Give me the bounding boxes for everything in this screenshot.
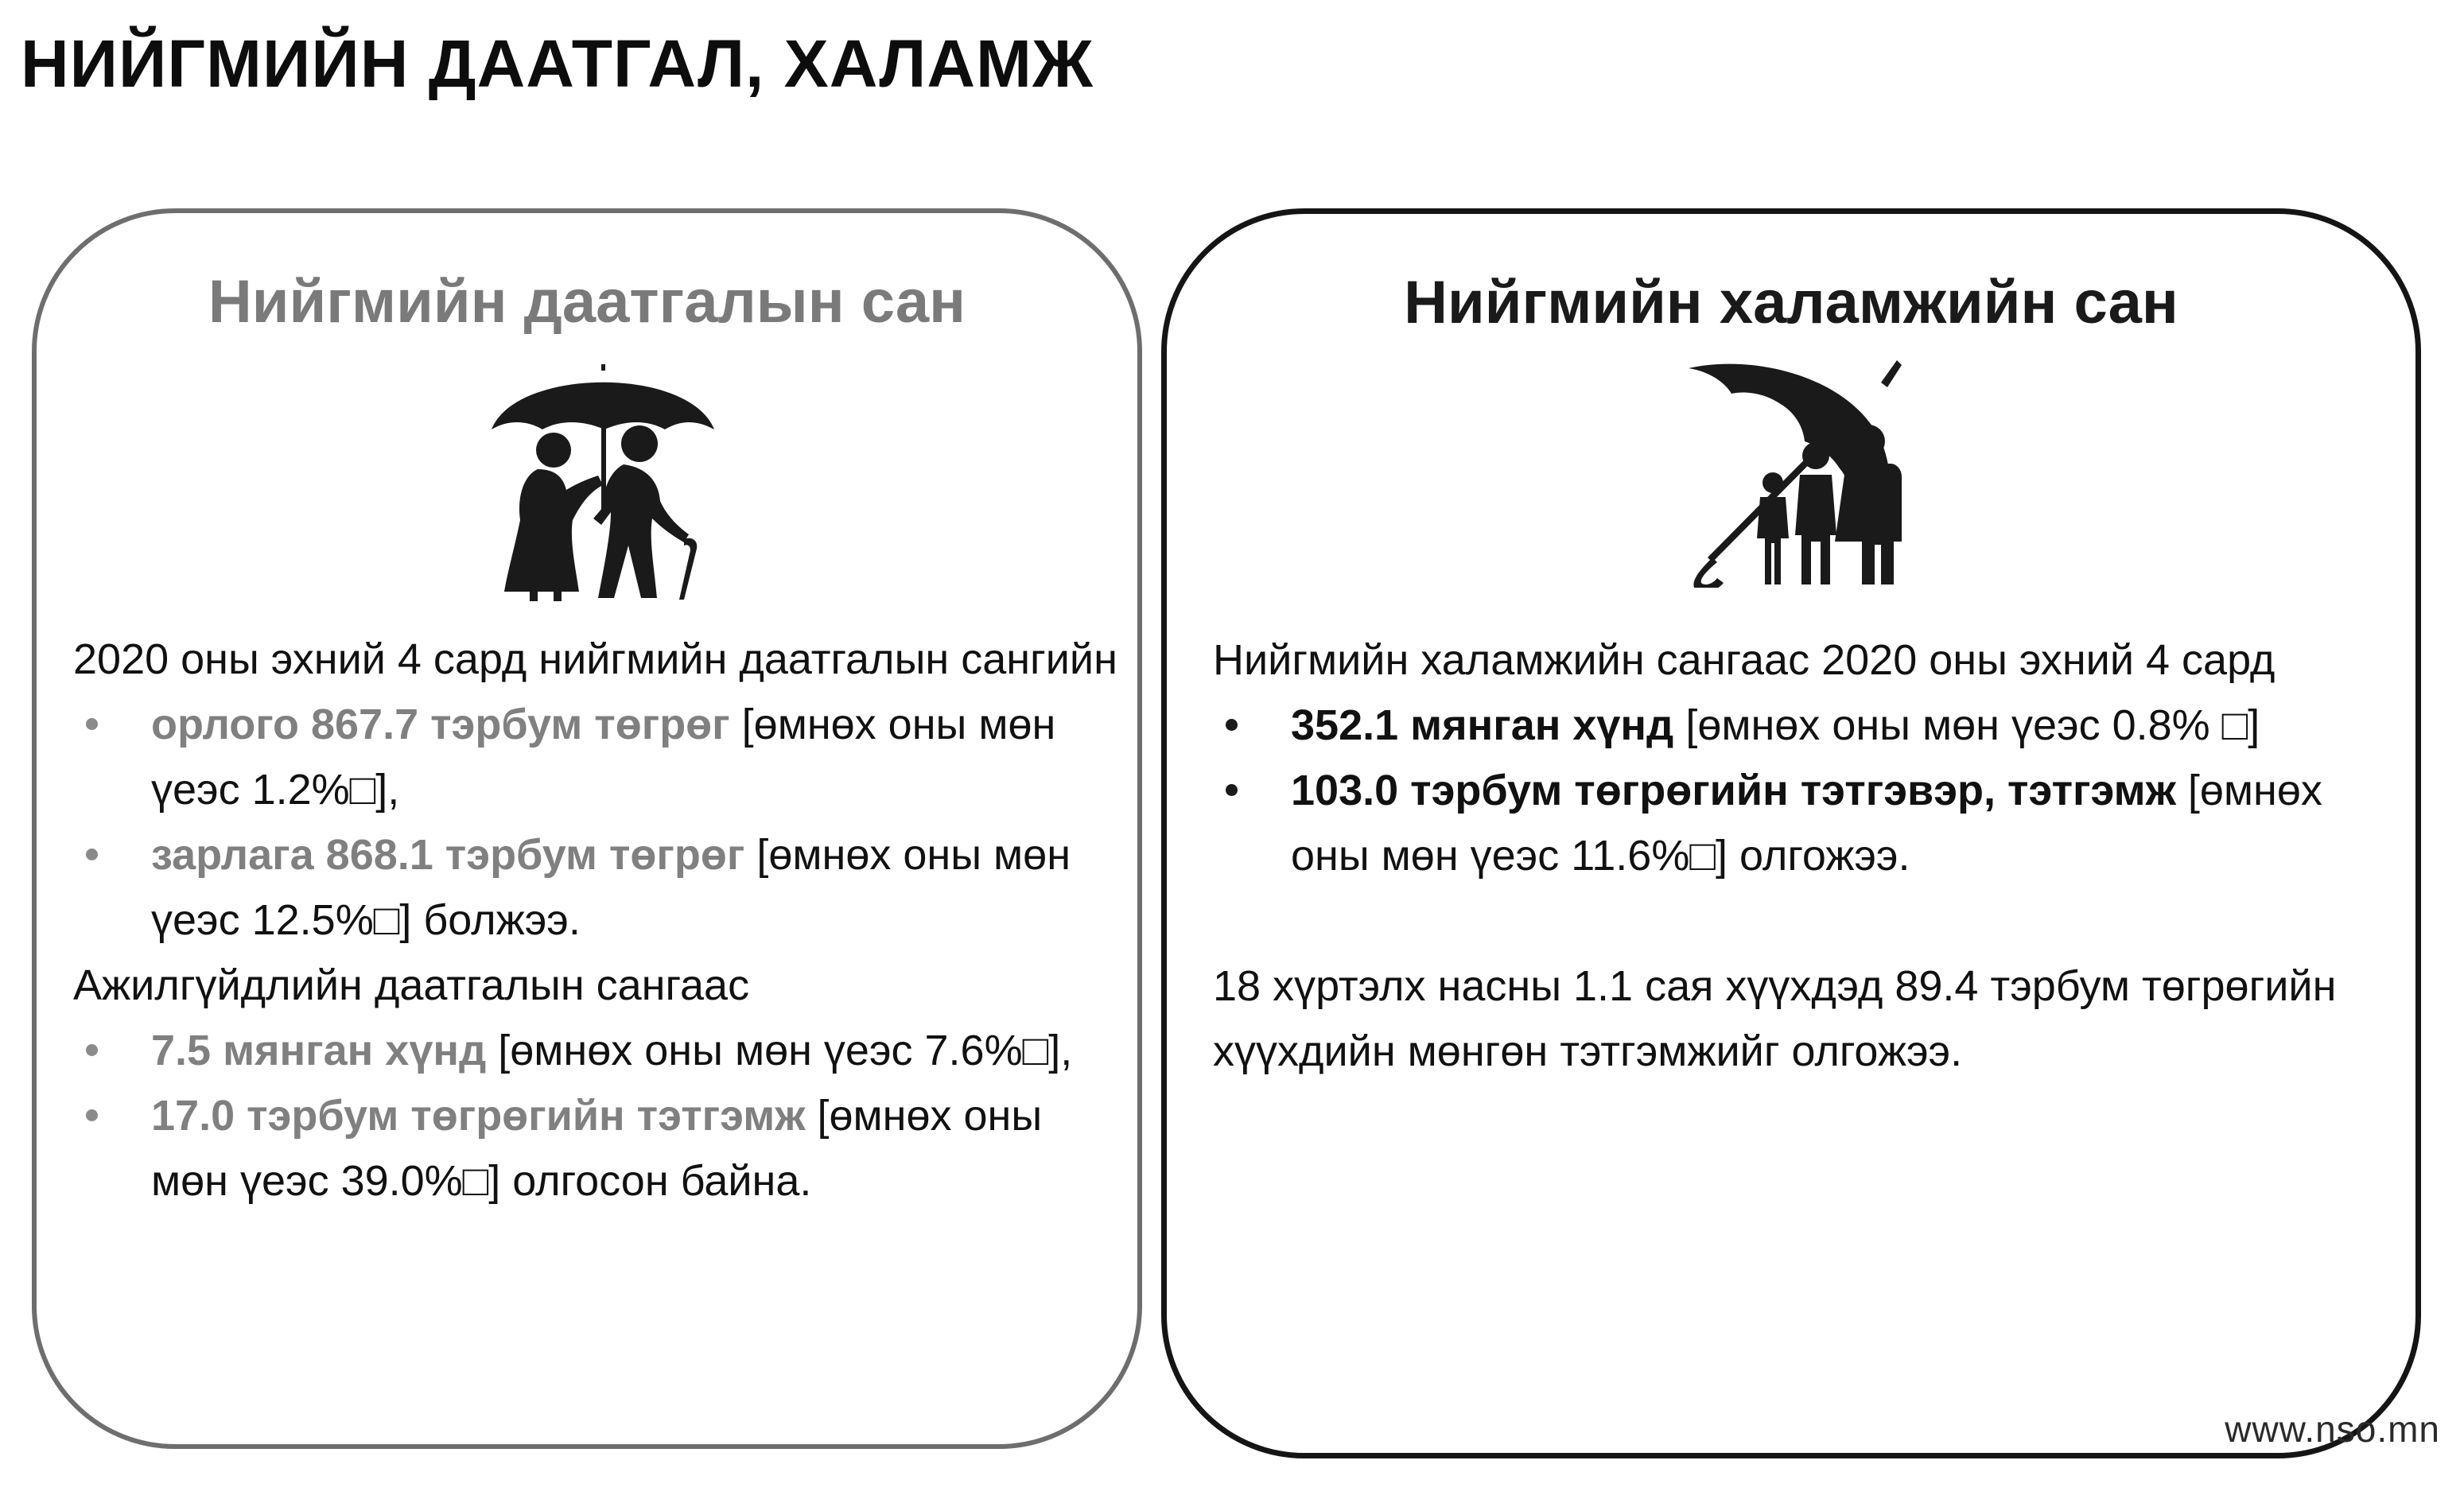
unemployment-bullet-list (73, 1018, 1131, 1214)
subheading: Ажилгүйдлийн даатгалын сангаас (73, 961, 750, 1009)
list-item (73, 692, 1131, 822)
family-umbrella-icon (1684, 357, 1930, 588)
child-allowance-text: 18 хүртэлх насны 1.1 сая хүүхдэд 89.4 тэрбум төгрөгийн хүүхдийн мөнгөн тэтгэмжийг олгожээ. (1213, 962, 2337, 1075)
bullet-highlight: зарлага 868.1 тэрбум төгрөг (151, 831, 745, 879)
spacer (1213, 888, 2374, 953)
bullet-highlight: 103.0 тэрбум төгрөгийн тэтгэвэр, тэтгэмж (1291, 767, 2176, 814)
list-item (73, 1018, 1131, 1083)
bullet-text: [өмнөх оны мөн үеэс 1.2%□], (151, 701, 1056, 814)
intro-text: 2020 оны эхний 4 сард нийгмийн даатгалын сангийн (73, 635, 1117, 683)
bullet-text: [өмнөх оны мөн үеэс 11.6%□] олгожээ. (1291, 767, 2322, 880)
list-item (73, 822, 1131, 953)
bullet-highlight: 352.1 мянган хүнд (1291, 701, 1674, 749)
welfare-bullet-list (1213, 693, 2374, 888)
bullet-text: [өмнөх оны мөн үеэс 39.0%□] олгосон байна. (151, 1092, 1043, 1205)
panel-title: Нийгмийн халамжийн сан (1404, 269, 2178, 336)
panel-title: Нийгмийн даатгалын сан (208, 268, 966, 336)
left-panel-text (73, 627, 1131, 1214)
social-welfare-fund-panel (1161, 208, 2421, 1458)
list-item (1213, 758, 2374, 888)
right-panel-text (1213, 627, 2374, 1084)
bullet-text: [өмнөх оны мөн үеэс 7.6%□], (486, 1027, 1073, 1074)
bullet-highlight: орлого 867.7 тэрбум төгрөг (151, 701, 730, 748)
bullet-highlight: 17.0 тэрбум төгрөгийн тэтгэмж (151, 1092, 806, 1140)
fund-bullet-list (73, 692, 1131, 953)
social-insurance-fund-panel (32, 208, 1142, 1449)
page-title: НИЙГМИЙН ДААТГАЛ, ХАЛАМЖ (21, 26, 1094, 101)
bullet-text: [өмнөх оны мөн үеэс 12.5%□] болжээ. (151, 831, 1071, 944)
elderly-couple-umbrella-icon (484, 356, 722, 603)
list-item (73, 1083, 1131, 1214)
intro-text: Нийгмийн халамжийн сангаас 2020 оны эхний 4 сард (1213, 636, 2276, 684)
list-item (1213, 693, 2374, 758)
bullet-highlight: 7.5 мянган хүнд (151, 1027, 487, 1074)
bullet-text: [өмнөх оны мөн үеэс 0.8% □] (1673, 701, 2260, 749)
source-link: www.nso.mn (2225, 1408, 2440, 1450)
